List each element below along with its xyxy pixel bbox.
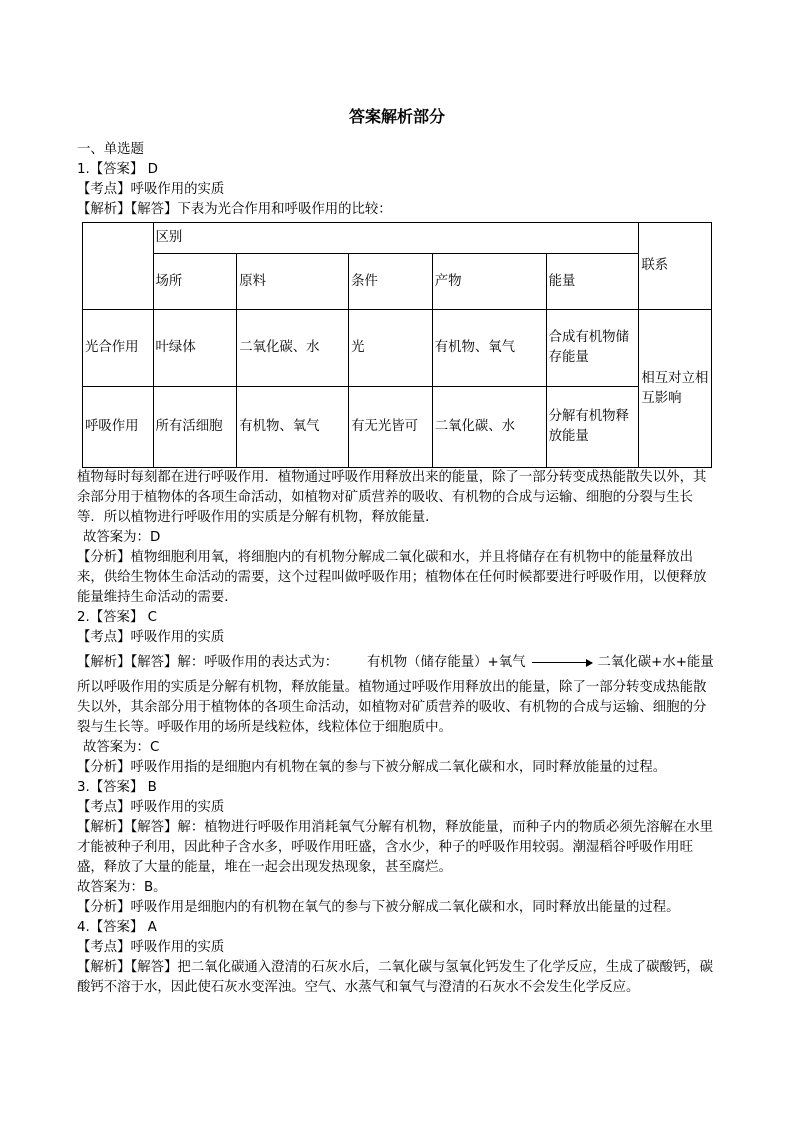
table-cell: 有机物、氧气 [237, 387, 349, 468]
table-col-header: 场所 [153, 254, 237, 310]
table-row [83, 387, 712, 468]
section-heading: 一、单选题 [77, 142, 144, 157]
q3-answer: 3.【答案】 B [77, 780, 157, 795]
q4-point: 【考点】呼吸作用的实质 [77, 940, 225, 955]
q4-explanation: 【解析】【解答】把二氧化碳通入澄清的石灰水后，二氧化碳与氢氧化钙发生了化学反应，生成了碳酸钙，碳酸钙不溶于水，因此使石灰水变浑浊。空气、水蒸气和氧气与澄清的石灰水不会发生化学反应。 [77, 960, 714, 995]
q4-answer: 4.【答案】 A [77, 920, 157, 935]
table-header-group: 区别 [153, 223, 639, 254]
q1-analysis: 【分析】植物细胞利用氧，将细胞内的有机物分解成二氧化碳和水，并且将储存在有机物中的能量释放出来，供给生物体生命活动的需要，这个过程叫做呼吸作用；植物体在任何时候都要进行呼吸作用，以便释放能量维持生命活动的需要． [77, 550, 707, 605]
q2-final-answer: 故答案为：C [83, 740, 160, 755]
formula-products: 二氧化碳+水+能量 [597, 655, 714, 670]
table-cell: 二氧化碳、水 [237, 310, 349, 387]
table-row [83, 310, 712, 387]
q2-answer: 2.【答案】 C [77, 610, 157, 625]
table-col-header: 条件 [349, 254, 433, 310]
q2-point: 【考点】呼吸作用的实质 [77, 630, 225, 645]
table-col-header: 原料 [237, 254, 349, 310]
table-header-link: 联系 [639, 223, 712, 310]
table-cell: 叶绿体 [153, 310, 237, 387]
q3-explanation: 【解析】【解答】解：植物进行呼吸作用消耗氧气分解有机物，释放能量，而种子内的物质必须先溶解在水里才能被种子利用，因此种子含水多，呼吸作用旺盛，含水少，种子的呼吸作用较弱。潮湿稻谷呼吸作用旺盛，释放了大量的能量，堆在一起会出现发热现象，甚至腐烂。 [77, 820, 714, 875]
table-cell: 二氧化碳、水 [432, 387, 546, 468]
comparison-table [82, 222, 712, 468]
q2-formula-row [77, 648, 717, 678]
reaction-arrow-icon [532, 662, 592, 663]
formula-reactants: 有机物（储存能量）+氧气 [367, 655, 526, 670]
q3-analysis: 【分析】呼吸作用是细胞内的有机物在氧气的参与下被分解成二氧化碳和水，同时释放出能量的过程。 [77, 900, 680, 915]
q3-final-answer: 故答案为：B。 [77, 880, 167, 895]
q2-formula-prefix: 【解析】【解答】解：呼吸作用的表达式为： [77, 655, 339, 670]
table-cell: 有机物、氧气 [432, 310, 546, 387]
table-col-header: 产物 [432, 254, 546, 310]
table-cell: 所有活细胞 [153, 387, 237, 468]
content-flow [77, 140, 717, 998]
respiration-formula [367, 648, 714, 678]
table-cell: 分解有机物释放能量 [546, 387, 639, 468]
table-cell: 光 [349, 310, 433, 387]
q1-final-answer: 故答案为：D [83, 530, 161, 545]
q3-point: 【考点】呼吸作用的实质 [77, 800, 225, 815]
row-name: 呼吸作用 [83, 387, 154, 468]
q1-intro: 【解析】【解答】下表为光合作用和呼吸作用的比较： [77, 202, 392, 217]
q1-answer: 1.【答案】 D [77, 162, 158, 177]
table-col-header: 能量 [546, 254, 639, 310]
table-corner-cell [83, 223, 154, 310]
table-cell: 合成有机物储存能量 [546, 310, 639, 387]
q1-point: 【考点】呼吸作用的实质 [77, 182, 225, 197]
q2-analysis: 【分析】呼吸作用指的是细胞内有机物在氧的参与下被分解成二氧化碳和水，同时释放能量的过程。 [77, 760, 667, 775]
q1-explanation: 植物每时每刻都在进行呼吸作用．植物通过呼吸作用释放出来的能量，除了一部分转变成热能散失以外，其余部分用于植物体的各项生命活动，如植物对矿质营养的吸收、有机物的合成与运输、细胞的分裂与生长等．所以植物进行呼吸作用的实质是分解有机物，释放能量． [77, 470, 707, 525]
page-title: 答案解析部分 [348, 107, 445, 126]
table-link-cell: 相互对立相互影响 [639, 310, 712, 468]
table-cell: 有无光皆可 [349, 387, 433, 468]
q2-explanation: 所以呼吸作用的实质是分解有机物，释放能量。植物通过呼吸作用释放出的能量，除了一部分转变成热能散失以外，其余部分用于植物体的各项生命活动，如植物对矿质营养的吸收、有机物的合成与运输、细胞的分裂与生长等。呼吸作用的场所是线粒体，线粒体位于细胞质中。 [77, 680, 707, 735]
row-name: 光合作用 [83, 310, 154, 387]
